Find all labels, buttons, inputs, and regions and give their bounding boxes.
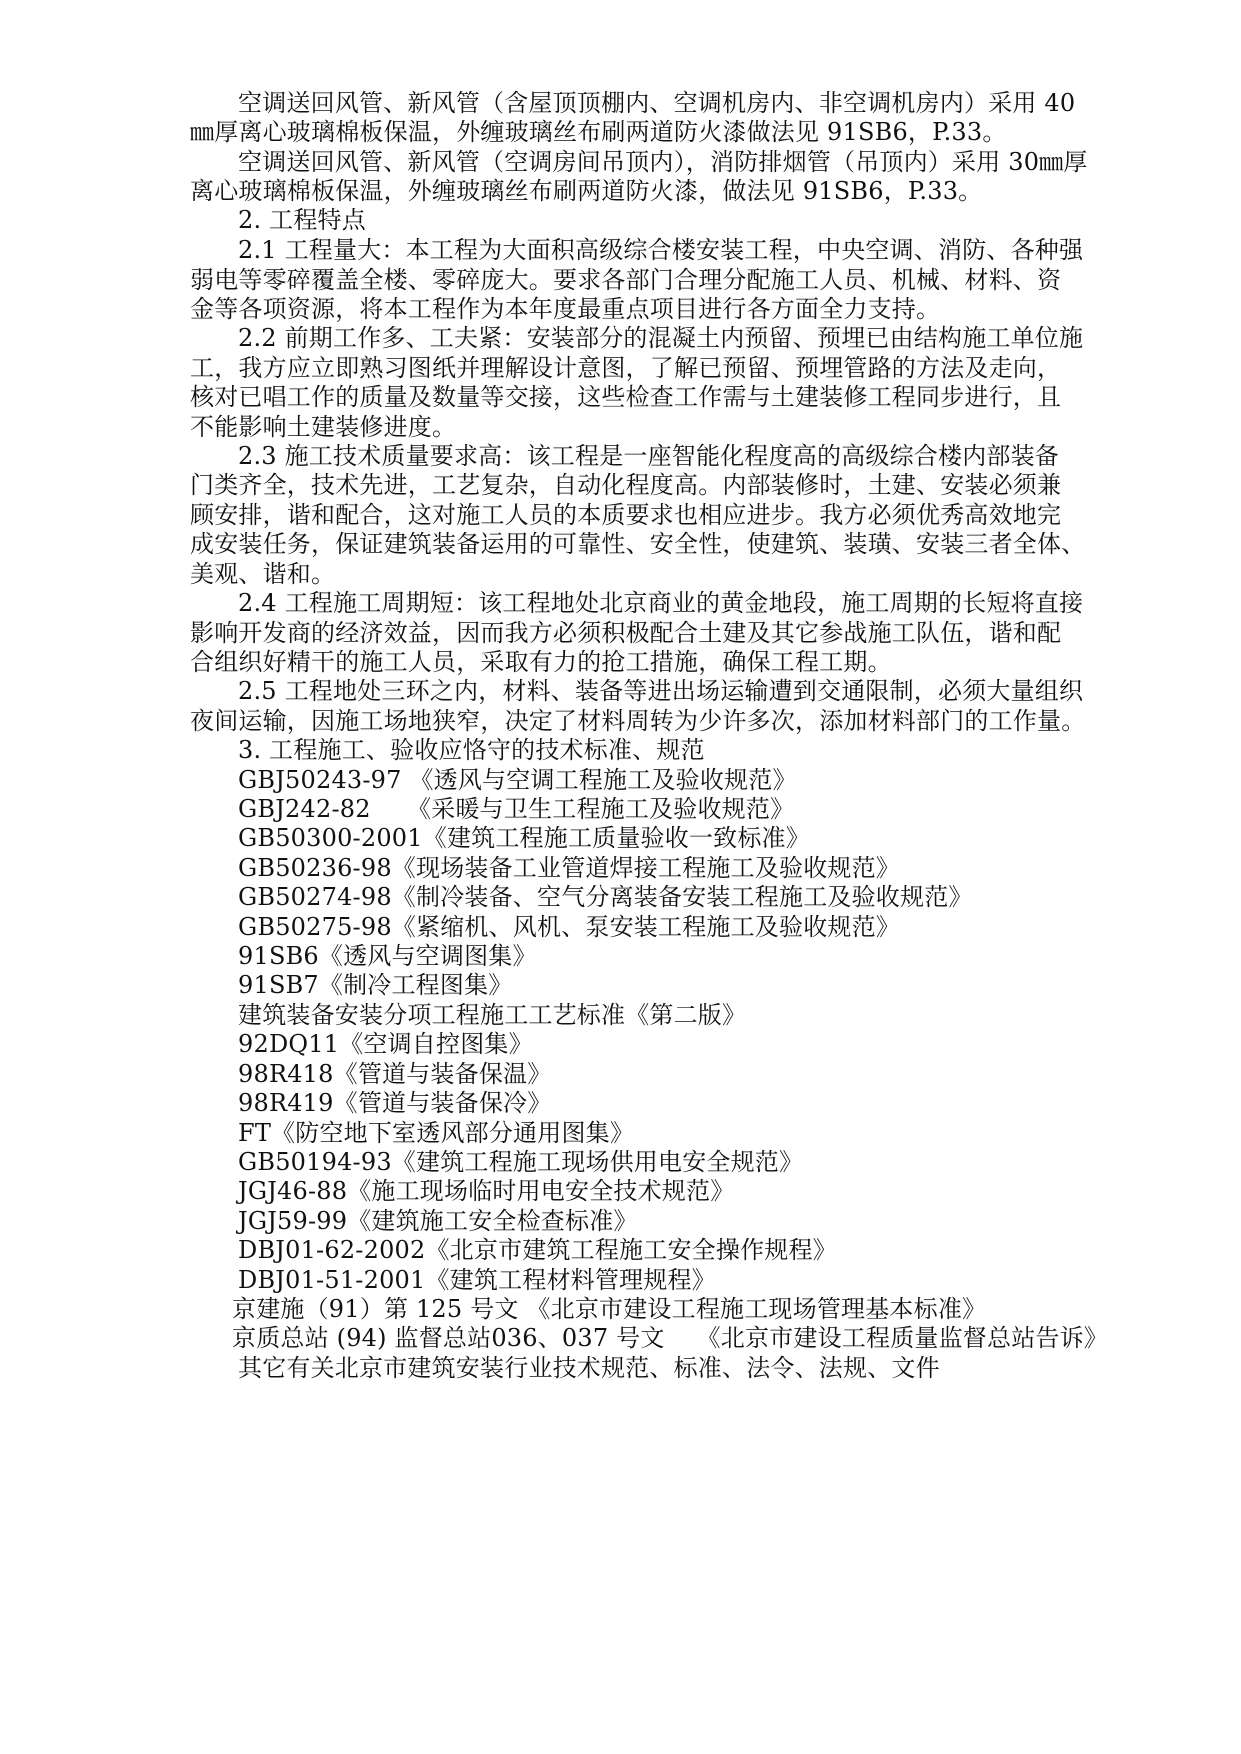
text-line: ㎜厚离心玻璃棉板保温，外缠玻璃丝布刷两道防火漆做法见 91SB6，P.33。	[190, 118, 1007, 146]
standard-item: GB50274-98《制冷装备、空气分离装备安装工程施工及验收规范》	[238, 883, 973, 911]
text-line: 2.5 工程地处三环之内，材料、装备等进出场运输遭到交通限制，必须大量组织	[238, 677, 1084, 705]
standard-item: 京建施（91）第 125 号文 《北京市建设工程施工现场管理基本标准》	[232, 1295, 987, 1323]
standard-item: 其它有关北京市建筑安装行业技术规范、标准、法令、法规、文件	[238, 1354, 940, 1382]
standard-item: 京质总站 (94) 监督总站036、037 号文 《北京市建设工程质量监督总站告诉》	[232, 1324, 1108, 1352]
section-heading: 2. 工程特点	[238, 206, 366, 234]
standard-item: JGJ46-88《施工现场临时用电安全技术规范》	[238, 1177, 735, 1205]
text-line: 金等各项资源，将本工程作为本年度最重点项目进行各方面全力支持。	[190, 295, 941, 323]
standard-item: 98R418《管道与装备保温》	[238, 1060, 552, 1088]
text-line: 空调送回风管、新风管（含屋顶顶棚内、空调机房内、非空调机房内）采用 40	[238, 89, 1076, 117]
standard-item: 91SB6《透风与空调图集》	[238, 942, 537, 970]
section-heading: 3. 工程施工、验收应恪守的技术标准、规范	[238, 736, 705, 764]
standard-item: JGJ59-99《建筑施工安全检查标准》	[238, 1207, 638, 1235]
text-line: 2.3 施工技术质量要求高：该工程是一座智能化程度高的高级综合楼内部装备	[238, 442, 1059, 470]
text-line: 2.1 工程量大：本工程为大面积高级综合楼安装工程，中央空调、消防、各种强	[238, 236, 1084, 264]
standard-item: 建筑装备安装分项工程施工工艺标准《第二版》	[238, 1001, 747, 1029]
text-line: 顾安排，谐和配合，这对施工人员的本质要求也相应进步。我方必须优秀高效地完	[190, 501, 1062, 529]
standard-item: DBJ01-62-2002《北京市建筑工程施工安全操作规程》	[238, 1236, 837, 1264]
text-line: 不能影响土建装修进度。	[190, 413, 457, 441]
standard-item: GB50275-98《紧缩机、风机、泵安装工程施工及验收规范》	[238, 913, 901, 941]
standard-item: DBJ01-51-2001《建筑工程材料管理规程》	[238, 1266, 716, 1294]
standard-item: GBJ242-82 《采暖与卫生工程施工及验收规范》	[238, 795, 795, 823]
text-line: 合组织好精干的施工人员，采取有力的抢工措施，确保工程工期。	[190, 648, 892, 676]
text-line: 离心玻璃棉板保温，外缠玻璃丝布刷两道防火漆，做法见 91SB6，P.33。	[190, 177, 983, 205]
text-line: 成安装任务，保证建筑装备运用的可靠性、安全性，使建筑、装璜、安装三者全体、	[190, 530, 1086, 558]
standard-item: GB50194-93《建筑工程施工现场供用电安全规范》	[238, 1148, 804, 1176]
text-line: 影响开发商的经济效益，因而我方必须积极配合土建及其它参战施工队伍，谐和配	[190, 619, 1062, 647]
standard-item: 92DQ11《空调自控图集》	[238, 1030, 533, 1058]
standard-item: 98R419《管道与装备保冷》	[238, 1089, 552, 1117]
text-line: 核对已唱工作的质量及数量等交接，这些检查工作需与土建装修工程同步进行，且	[190, 383, 1062, 411]
standard-item: GB50236-98《现场装备工业管道焊接工程施工及验收规范》	[238, 854, 901, 882]
text-line: 弱电等零碎覆盖全楼、零碎庞大。要求各部门合理分配施工人员、机械、材料、资	[190, 266, 1062, 294]
text-line: 门类齐全，技术先进，工艺复杂，自动化程度高。内部装修时，土建、安装必须兼	[190, 471, 1062, 499]
standard-item: GB50300-2001《建筑工程施工质量验收一致标准》	[238, 824, 810, 852]
standard-item: 91SB7《制冷工程图集》	[238, 971, 513, 999]
standard-item: FT《防空地下室透风部分通用图集》	[238, 1119, 635, 1147]
text-line: 美观、谐和。	[190, 560, 336, 588]
standard-item: GBJ50243-97 《透风与空调工程施工及验收规范》	[238, 766, 797, 794]
text-line: 夜间运输，因施工场地狭窄，决定了材料周转为少许多次，添加材料部门的工作量。	[190, 707, 1086, 735]
text-line: 2.2 前期工作多、工夫紧：安装部分的混凝土内预留、预埋已由结构施工单位施	[238, 324, 1084, 352]
text-line: 工，我方应立即熟习图纸并理解设计意图，了解已预留、预埋管路的方法及走向，	[190, 354, 1062, 382]
text-line: 空调送回风管、新风管（空调房间吊顶内），消防排烟管（吊顶内）采用 30㎜厚	[238, 148, 1088, 176]
text-line: 2.4 工程施工周期短：该工程地处北京商业的黄金地段，施工周期的长短将直接	[238, 589, 1084, 617]
